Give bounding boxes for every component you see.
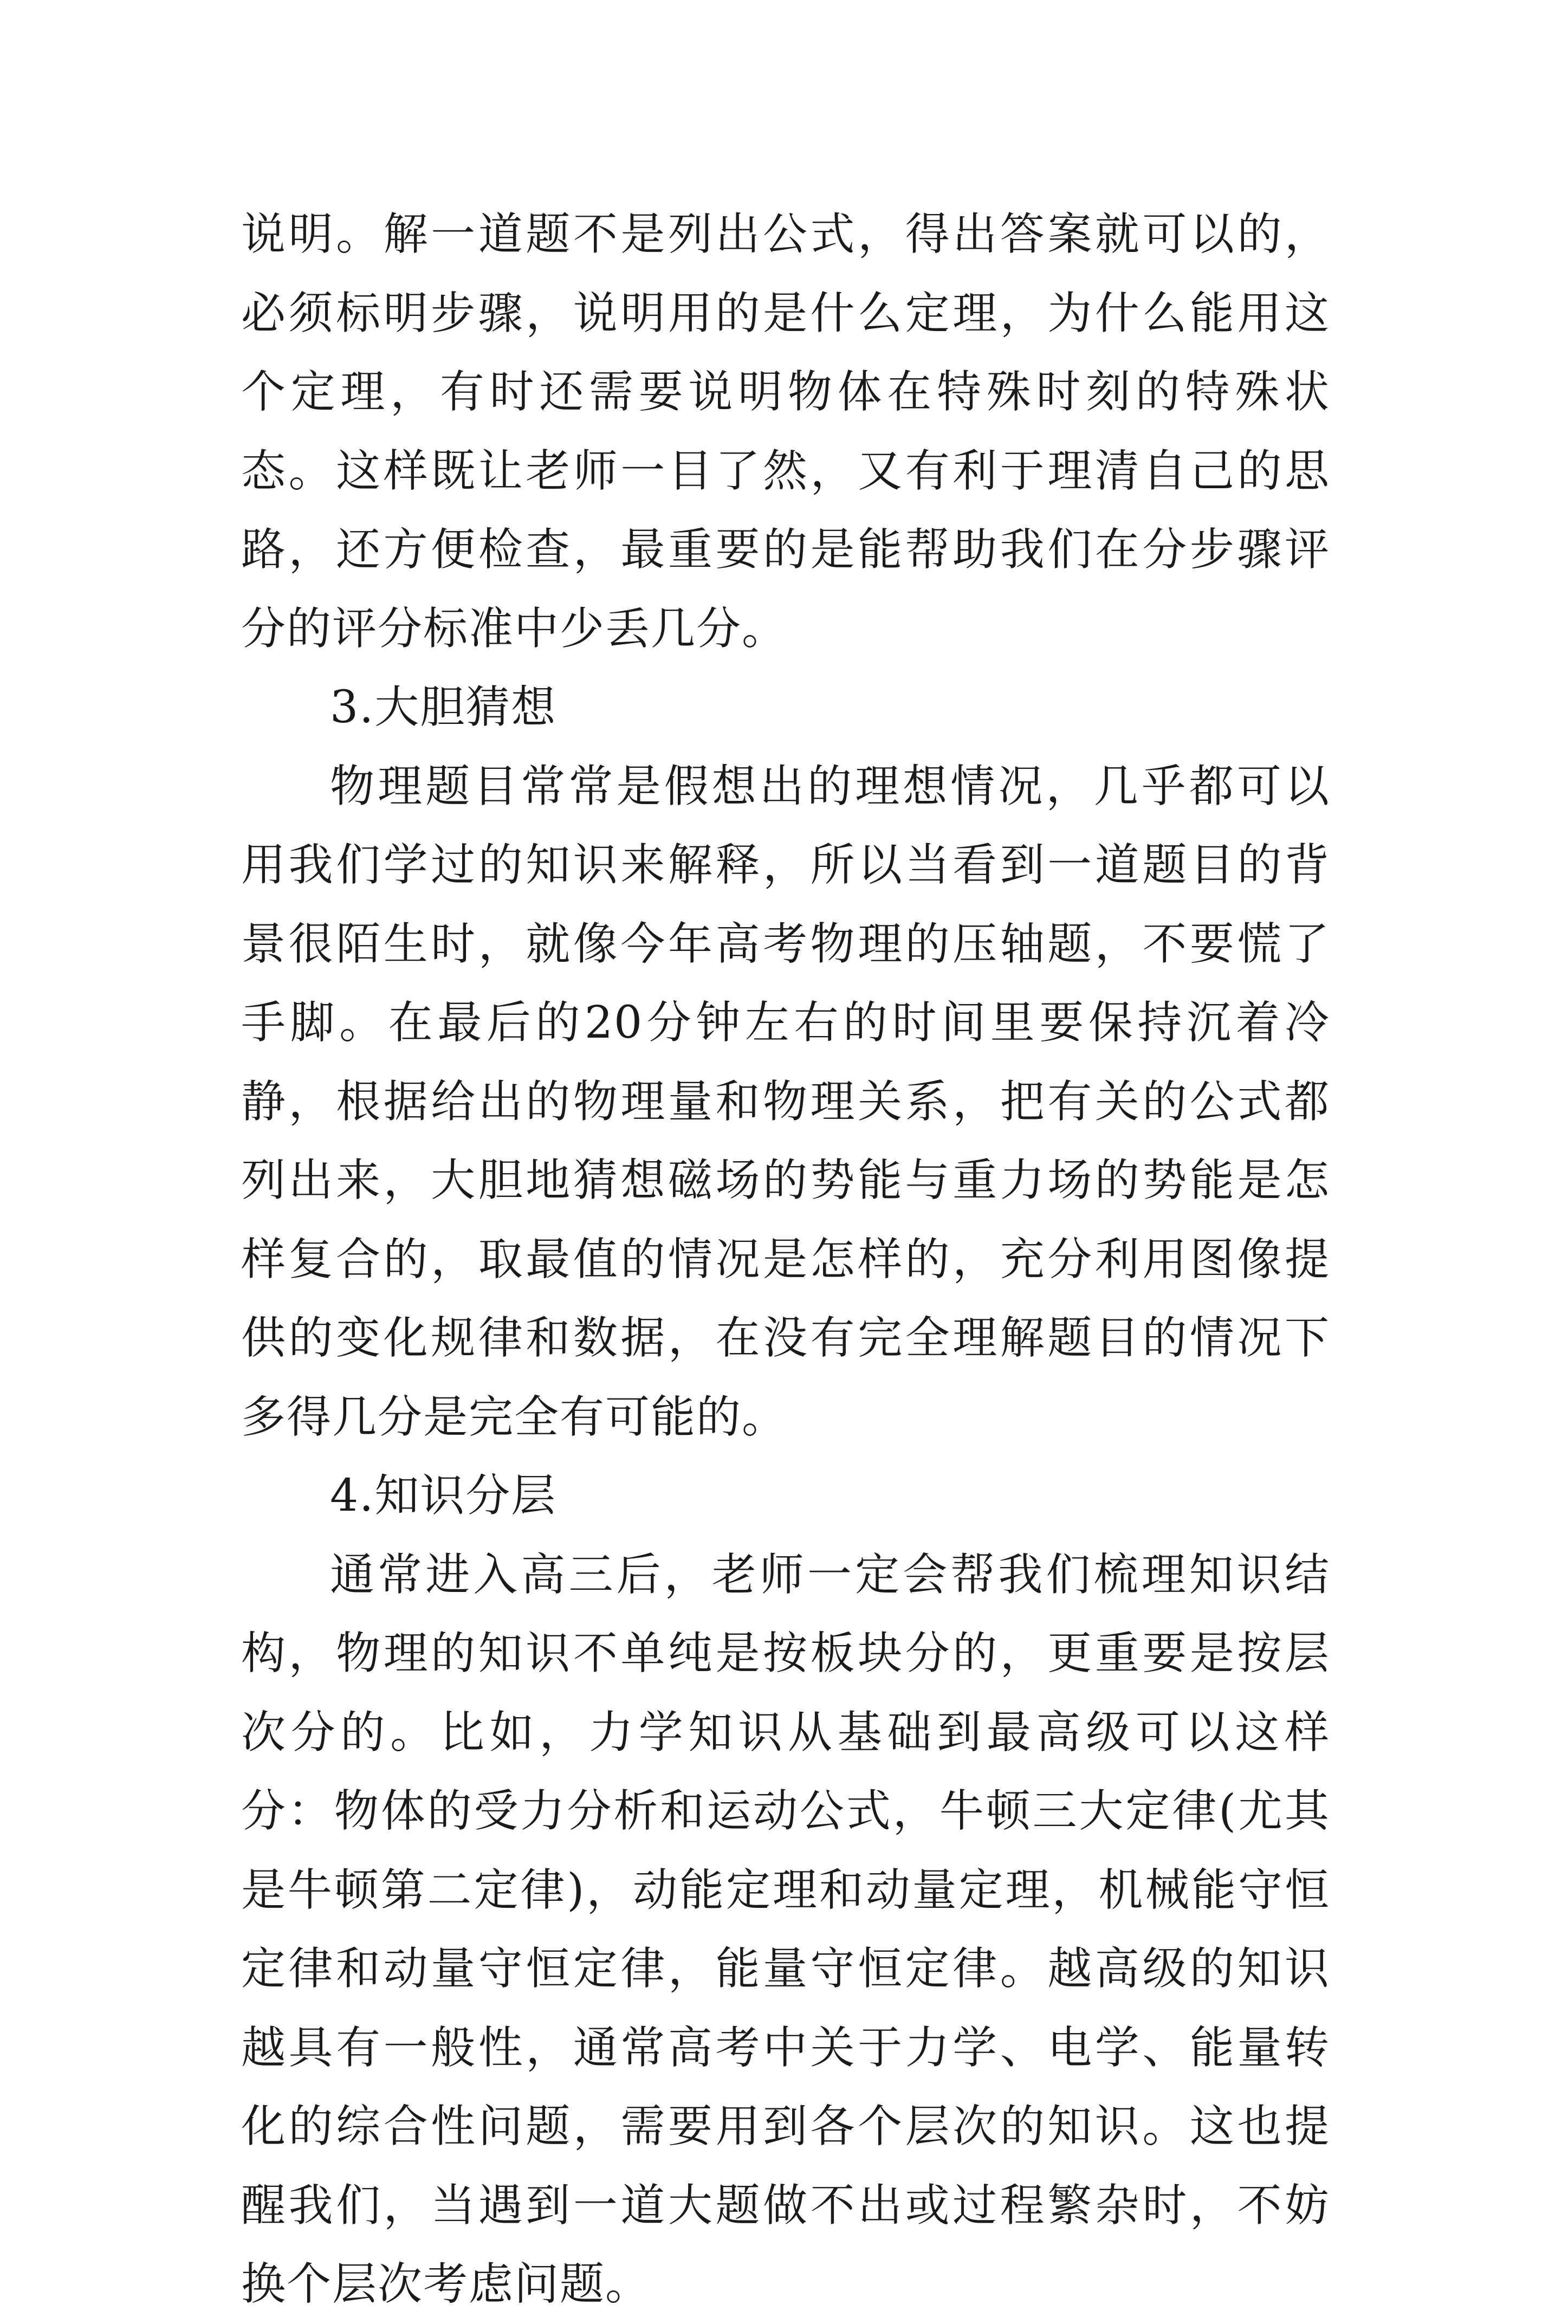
paragraph-continued: 说明。解一道题不是列出公式，得出答案就可以的，必须标明步骤，说明用的是什么定理，为什么能用这个定理，有时还需要说明物体在特殊时刻的特殊状态。这样既让老师一目了然，又有利于理清自己的思路，还方便检查，最重要的是能帮助我们在分步骤评分的评分标准中少丢几分。 — [241, 209, 1330, 655]
paragraph-knowledge-layers: 通常进入高三后，老师一定会帮我们梳理知识结构，物理的知识不单纯是按板块分的，更重要是按层次分的。比如，力学知识从基础到最高级可以这样分：物体的受力分析和运动公式，牛顿三大定律(尤其是牛顿第二定律)，动能定理和动量定理，机械能守恒定律和动量守恒定律，能量守恒定律。越高级的知识越具有一般性，通常高考中关于力学、电学、能量转化的综合性问题，需要用到各个层次的知识。这也提醒我们，当遇到一道大题做不出或过程繁杂时，不妨换个层次考虑问题。 — [241, 1549, 1330, 2310]
section-heading-3: 3.大胆猜想 — [330, 682, 557, 733]
section-heading-4: 4.知识分层 — [330, 1470, 557, 1522]
document-body — [241, 195, 1330, 2324]
paragraph-bold-guess: 物理题目常常是假想出的理想情况，几乎都可以用我们学过的知识来解释，所以当看到一道题目的背景很陌生时，就像今年高考物理的压轴题，不要慌了手脚。在最后的20分钟左右的时间里要保持沉着冷静，根据给出的物理量和物理关系，把有关的公式都列出来，大胆地猜想磁场的势能与重力场的势能是怎样复合的，取最值的情况是怎样的，充分利用图像提供的变化规律和数据，在没有完全理解题目的情况下多得几分是完全有可能的。 — [241, 760, 1330, 1443]
